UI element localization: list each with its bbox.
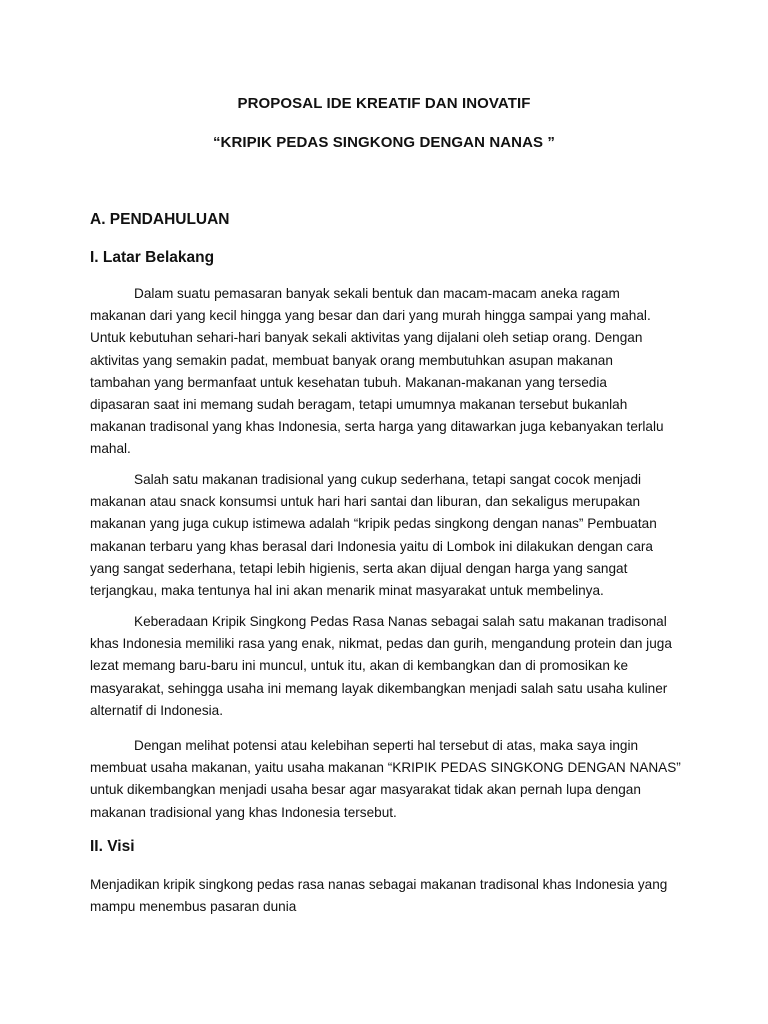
- paragraph-line: makanan yang juga cukup istimewa adalah “kripik pedas singkong dengan nanas” Pembuatan: [90, 516, 657, 532]
- section-heading-pendahuluan: A. PENDAHULUAN: [90, 211, 230, 228]
- paragraph-line: yang sangat sederhana, tetapi lebih higienis, serta akan dijual dengan harga yang sangat: [90, 560, 628, 576]
- paragraph-1: [90, 283, 690, 461]
- paragraph-line: makanan dari yang kecil hingga yang besar dan dari yang murah hingga sampai yang mahal.: [90, 308, 651, 324]
- document-subtitle: “KRIPIK PEDAS SINGKONG DENGAN NANAS ”: [212, 134, 556, 151]
- paragraph-line: terjangkau, maka tentunya hal ini akan menarik minat masyarakat untuk membelinya.: [90, 583, 604, 599]
- paragraph-line: makanan atau snack konsumsi untuk hari hari santai dan liburan, dan sekaligus merupakan: [90, 494, 641, 510]
- paragraph-line: makanan terbaru yang khas berasal dari Indonesia yaitu di Lombok ini dilakukan dengan cara: [90, 538, 653, 554]
- paragraph-line: Salah satu makanan tradisional yang cukup sederhana, tetapi sangat cocok menjadi: [134, 472, 642, 487]
- paragraph-line: aktivitas yang semakin padat, membuat banyak orang membutuhkan asupan makanan: [90, 352, 613, 368]
- paragraph-line: Dalam suatu pemasaran banyak sekali bentuk dan macam-macam aneka ragam: [134, 286, 620, 301]
- paragraph-line: alternatif di Indonesia.: [90, 702, 224, 718]
- paragraph-4: [90, 735, 690, 824]
- paragraph-line: makanan tradisonal yang khas Indonesia, serta harga yang ditawarkan juga kebanyakan terlalu: [90, 419, 664, 435]
- paragraph-line: Keberadaan Kripik Singkong Pedas Rasa Nanas sebagai salah satu makanan tradisonal: [134, 614, 667, 629]
- section-heading-latar-belakang: I. Latar Belakang: [90, 249, 215, 266]
- paragraph-line: membuat usaha makanan, yaitu usaha makanan “KRIPIK PEDAS SINGKONG DENGAN NANAS”: [90, 760, 681, 776]
- section-heading-visi: II. Visi: [90, 838, 135, 855]
- paragraph-line: makanan tradisional yang khas Indonesia tersebut.: [90, 804, 397, 820]
- paragraph-3: [90, 611, 690, 722]
- paragraph-line: Untuk kebutuhan sehari-hari banyak sekali aktivitas yang dijalani oleh setiap orang. Dengan: [90, 330, 643, 346]
- paragraph-line: Dengan melihat potensi atau kelebihan seperti hal tersebut di atas, maka saya ingin: [134, 738, 639, 753]
- paragraph-line: lezat memang baru-baru ini muncul, untuk itu, akan di kembangkan dan di promosikan ke: [90, 658, 629, 674]
- paragraph-line: tambahan yang bermanfaat untuk kesehatan tubuh. Makanan-makanan yang tersedia: [90, 374, 607, 390]
- document-title: PROPOSAL IDE KREATIF DAN INOVATIF: [237, 95, 531, 112]
- paragraph-line: untuk dikembangkan menjadi usaha besar agar masyarakat tidak akan pernah lupa dengan: [90, 782, 641, 798]
- paragraph-line: mampu menembus pasaran dunia: [90, 899, 297, 915]
- paragraph-line: dipasaran saat ini memang sudah beragam, tetapi umumnya makanan tersebut bukanlah: [90, 397, 628, 413]
- paragraph-line: masyarakat, sehingga usaha ini memang layak dikembangkan menjadi salah satu usaha kuliner: [90, 680, 668, 696]
- paragraph-line: Menjadikan kripik singkong pedas rasa nanas sebagai makanan tradisonal khas Indonesia yang: [90, 877, 668, 892]
- paragraph-line: mahal.: [90, 441, 131, 457]
- paragraph-visi: [90, 874, 690, 918]
- paragraph-2: [90, 469, 690, 602]
- paragraph-line: khas Indonesia memiliki rasa yang enak, nikmat, pedas dan gurih, mengandung protein dan juga: [90, 636, 672, 652]
